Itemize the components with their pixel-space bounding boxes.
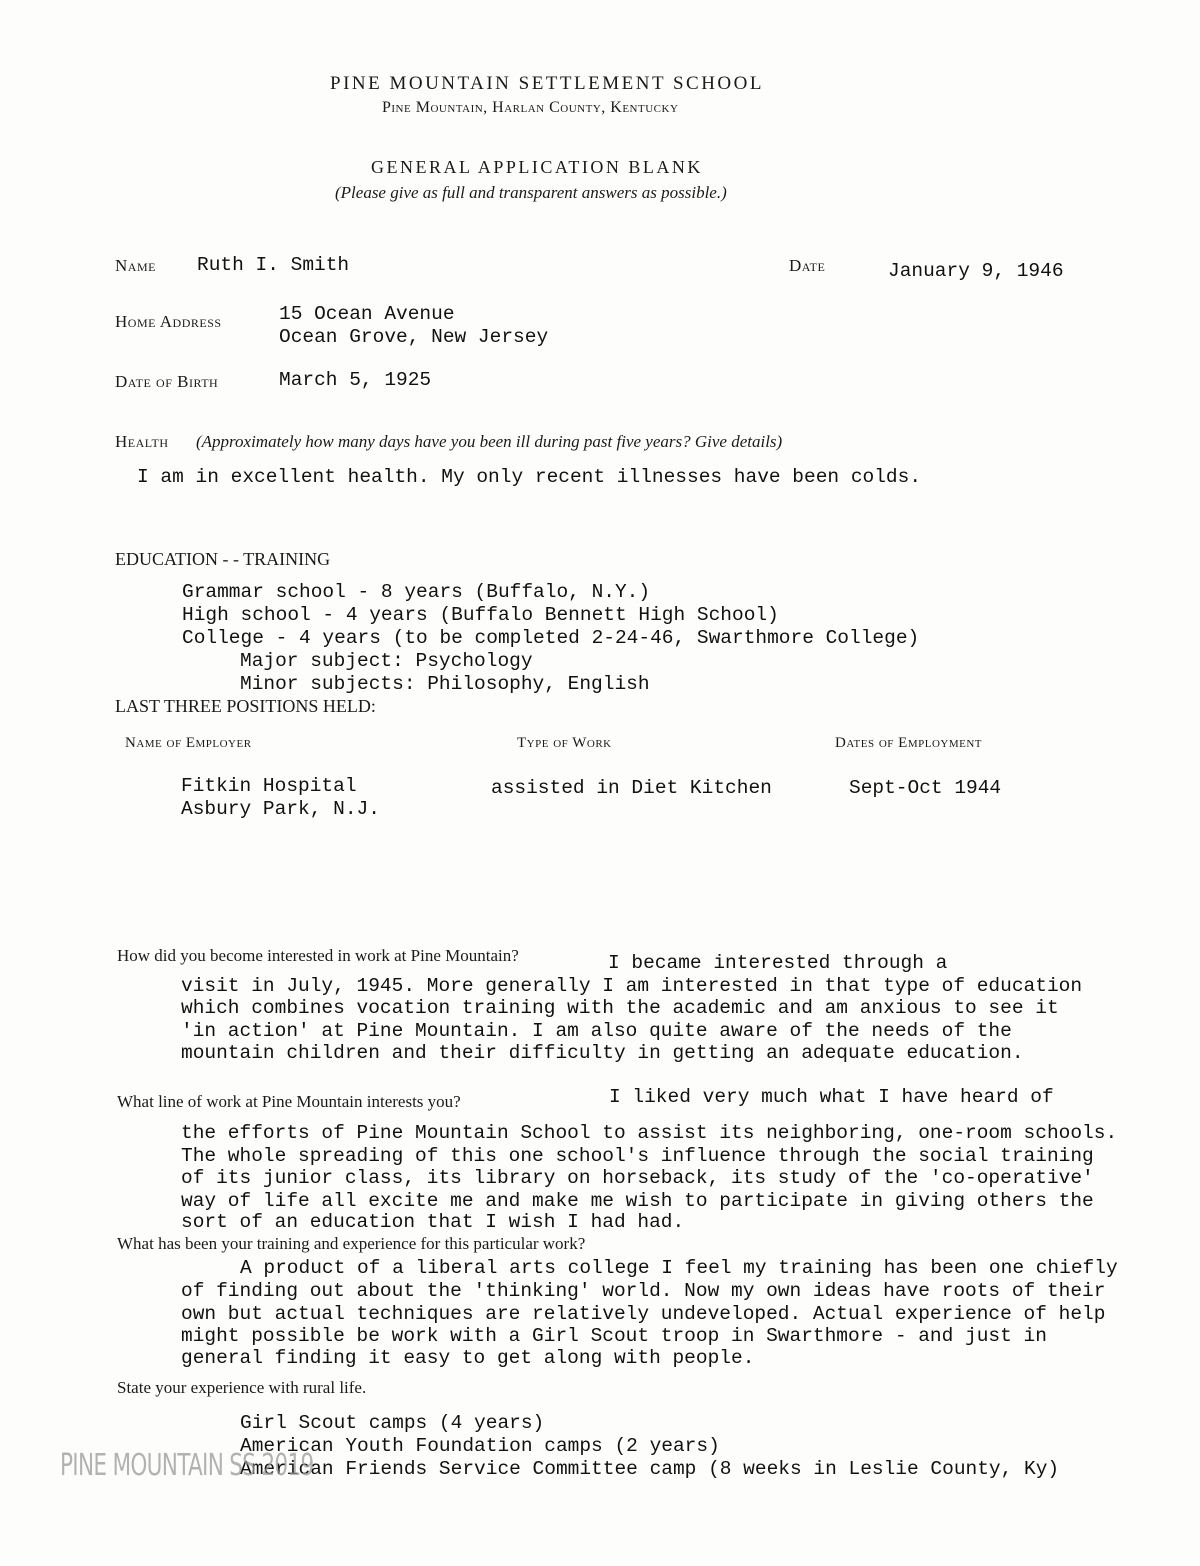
answer-line: American Friends Service Committee camp (8 weeks in Leslie County, Ky) (240, 1458, 1060, 1480)
watermark: PINE MOUNTAIN SS 2019 (60, 1448, 314, 1483)
date-value: January 9, 1946 (888, 260, 1064, 282)
employer-location: Asbury Park, N.J. (181, 798, 380, 820)
name-value: Ruth I. Smith (197, 254, 350, 276)
answer-line: A product of a liberal arts college I feel my training has been one chiefly (240, 1257, 1118, 1279)
education-label: EDUCATION - - TRAINING (115, 549, 331, 569)
form-title: GENERAL APPLICATION BLANK (371, 157, 703, 177)
health-answer: I am in excellent health. My only recent illnesses have been colds. (137, 466, 922, 488)
education-line: Major subject: Psychology (240, 650, 533, 672)
date-label: Date (789, 256, 826, 275)
column-header-work: Type of Work (517, 735, 612, 751)
question-label: How did you become interested in work at Pine Mountain? (117, 946, 519, 965)
dob-value: March 5, 1925 (279, 369, 432, 391)
answer-line: sort of an education that I wish I had had. (181, 1211, 685, 1233)
answer-line: own but actual techniques are relatively undeveloped. Actual experience of help (181, 1303, 1106, 1325)
column-header-employer: Name of Employer (125, 735, 252, 751)
answer-line: visit in July, 1945. More generally I am interested in that type of education (181, 975, 1083, 997)
education-line: Minor subjects: Philosophy, English (240, 673, 650, 695)
health-label: Health (115, 432, 169, 451)
address-line: 15 Ocean Avenue (279, 303, 455, 325)
answer-line: way of life all excite me and make me wish to participate in giving others the (181, 1190, 1094, 1212)
answer-line: might possible be work with a Girl Scout troop in Swarthmore - and just in (181, 1325, 1047, 1347)
positions-label: LAST THREE POSITIONS HELD: (115, 696, 376, 716)
health-prompt: (Approximately how many days have you been ill during past five years? Give details) (196, 432, 783, 451)
answer-line: I became interested through a (608, 952, 948, 974)
answer-line: of its junior class, its library on horseback, its study of the 'co-operative' (181, 1167, 1094, 1189)
answer-line: mountain children and their difficulty in getting an adequate education. (181, 1042, 1024, 1064)
answer-line: American Youth Foundation camps (2 years) (240, 1435, 720, 1457)
dob-label: Date of Birth (115, 372, 219, 391)
question-label: What line of work at Pine Mountain interests you? (117, 1092, 461, 1111)
answer-line: I liked very much what I have heard of (609, 1086, 1054, 1108)
school-name: PINE MOUNTAIN SETTLEMENT SCHOOL (330, 73, 764, 94)
answer-line: general finding it easy to get along with people. (181, 1347, 755, 1369)
form-instruction: (Please give as full and transparent answers as possible.) (335, 183, 727, 202)
answer-line: 'in action' at Pine Mountain. I am also quite aware of the needs of the (181, 1020, 1012, 1042)
address-line: Ocean Grove, New Jersey (279, 326, 549, 348)
answer-line: which combines vocation training with the academic and am anxious to see it (181, 997, 1059, 1019)
question-label: What has been your training and experience for this particular work? (117, 1234, 586, 1253)
answer-line: Girl Scout camps (4 years) (240, 1412, 545, 1434)
employment-dates: Sept-Oct 1944 (849, 777, 1002, 799)
answer-line: the efforts of Pine Mountain School to assist its neighboring, one-room schools. (181, 1122, 1118, 1144)
name-label: Name (115, 256, 156, 275)
education-line: Grammar school - 8 years (Buffalo, N.Y.) (182, 581, 651, 603)
address-label: Home Address (115, 312, 222, 331)
question-label: State your experience with rural life. (117, 1378, 367, 1397)
education-line: High school - 4 years (Buffalo Bennett High School) (182, 604, 779, 626)
type-of-work: assisted in Diet Kitchen (491, 777, 772, 799)
answer-line: of finding out about the 'thinking' world. Now my own ideas have roots of their (181, 1280, 1106, 1302)
school-location: Pine Mountain, Harlan County, Kentucky (382, 99, 679, 116)
answer-line: The whole spreading of this one school's influence through the social training (181, 1145, 1094, 1167)
education-line: College - 4 years (to be completed 2-24-46, Swarthmore College) (182, 627, 920, 649)
employer-name: Fitkin Hospital (181, 775, 357, 797)
column-header-dates: Dates of Employment (835, 735, 983, 751)
